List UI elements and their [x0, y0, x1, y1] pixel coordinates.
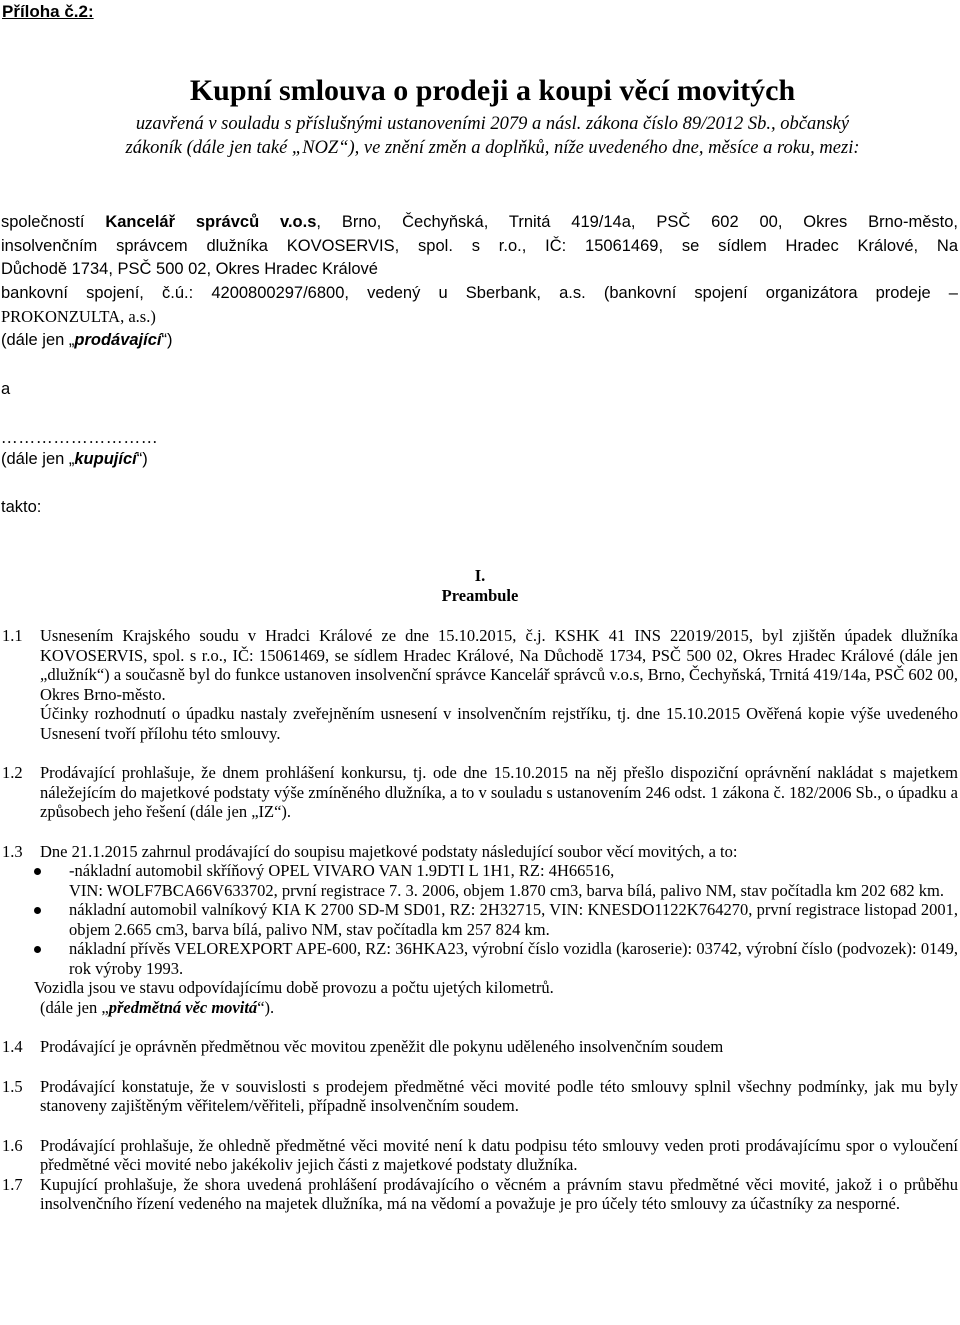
- preamble-body: [0, 626, 960, 1214]
- seller-term-line: [1, 329, 958, 353]
- paragraph-text: Prodávající prohlašuje, že dnem prohlášení konkursu, tj. ode dne 15.10.2015 na něj přešlo dispoziční oprávnění nakládat s majetkem náležejícím do majetkové podstaty výše zmíněného dlužníka, a to v souladu s ustanovením 246 odst. 1 zákona č. 182/2006 Sb., o úpadku a způsobech jeho řešení (dále jen „IZ“).: [40, 763, 958, 821]
- seller-term: prodávající: [74, 330, 162, 349]
- paragraph-number: 1.4: [2, 1037, 23, 1056]
- contract-title: Kupní smlouva o prodeji a koupi věcí movitých: [189, 74, 796, 107]
- list-item-text: nákladní automobil valníkový KIA K 2700 SD-M SD01, RZ: 2H32715, VIN: KNESDO1122K764270, první registrace listopad 2001, objem 2.665 cm3, barva bílá, palivo NM, stav počítadla km 257 824 km.: [69, 900, 958, 939]
- paragraph-1-2: [0, 763, 958, 822]
- seller-address: , Brno, Čechyňská, Trnitá 419/14a, PSČ 602 00, Okres Brno-město,: [316, 213, 958, 231]
- buyer-placeholder: ………………………: [1, 428, 159, 447]
- paragraph-number: 1.1: [2, 626, 23, 645]
- seller-term-prefix: (dále jen „: [1, 330, 75, 349]
- asset-term-prefix: (dále jen „: [40, 997, 109, 1017]
- paragraph-text: Dne 21.1.2015 zahrnul prodávající do soupisu majetkové podstaty následující soubor věcí movitých, a to:: [40, 841, 738, 861]
- seller-line-5: PROKONZULTA, a.s.): [1, 307, 156, 326]
- paragraph-text: Prodávající konstatuje, že v souvislosti s prodejem předmětné věci movité podle této smlouvy splnil všechny podmínky, jak mu byly stanoveny zajištěným věřitelem/věřiteli, případně insolvenčním soudem.: [40, 1076, 958, 1115]
- list-item-text: -nákladní automobil skříňový OPEL VIVARO VAN 1.9DTI L 1H1, RZ: 4H66516,: [69, 861, 615, 880]
- asset-term-line: [40, 998, 958, 1018]
- paragraph-text-2: Účinky rozhodnutí o úpadku nastaly zveřejněním usnesení v insolvenčním rejstříku, tj. dne 15.10.2015 Ověřená kopie výše uvedeného Usnesení tvoří přílohu této smlouvy.: [40, 704, 958, 743]
- buyer-term-suffix: “): [136, 450, 148, 468]
- seller-line-4: bankovní spojení, č.ú.: 4200800297/6800, vedený u Sberbank, a.s. (bankovní spojení organizátora prodeje –: [1, 283, 958, 302]
- list-item: [0, 900, 958, 939]
- paragraph-text: Prodávající je oprávněn předmětnou věc movitou zpeněžit dle pokynu uděleného insolvenčním soudem: [40, 1037, 724, 1056]
- buyer-term: kupující: [74, 450, 137, 468]
- list-item-text-cont: VIN: WOLF7BCA66V633702, první registrace 7. 3. 2006, objem 1.870 cm3, barva bílá, palivo NM, stav počítadla km 202 682 km.: [69, 880, 944, 900]
- seller-block: [1, 211, 958, 352]
- paragraph-number: 1.3: [2, 841, 23, 861]
- seller-line-2: insolvenčním správcem dlužníka KOVOSERVIS, spol. s r.o., IČ: 15061469, se sídlem Hradec Králové, Na: [1, 236, 958, 255]
- paragraph-text: Prodávající prohlašuje, že ohledně předmětné věci movité není k datu podpisu této smlouvy veden proti prodávajícímu spor o vyloučení předmětné věci movité nebo jakékoliv jejich části z majetkové podstaty dlužníka.: [40, 1135, 958, 1174]
- paragraph-number: 1.7: [2, 1174, 23, 1194]
- subtitle-line-1: uzavřená v souladu s příslušnými ustanoveními 2079 a násl. zákona číslo 89/2012 Sb., občanský: [135, 114, 850, 134]
- buyer-term-line: [1, 450, 148, 469]
- seller-term-suffix: “): [161, 330, 173, 349]
- paragraph-number: 1.5: [2, 1076, 23, 1096]
- paragraph-1-7: [0, 1175, 958, 1214]
- paragraph-number: 1.2: [2, 763, 23, 782]
- contract-subtitle: [0, 112, 960, 160]
- bullet-icon: [34, 946, 41, 953]
- asset-list: [40, 861, 958, 978]
- seller-prefix: společností: [1, 213, 106, 231]
- list-item: [0, 861, 958, 900]
- paragraph-text: Kupující prohlašuje, že shora uvedená prohlášení prodávajícího o věcném a právním stavu předmětné věci movité, jakož i o průběhu insolvenčního řízení vedeného na majetek dlužníka, má na vědomí a považuje je pro účely této smlouvy za účastníky za nesporné.: [40, 1174, 958, 1213]
- bullet-icon: [34, 907, 41, 914]
- seller-line-3: Důchodě 1734, PSČ 500 02, Okres Hradec Králové: [1, 260, 378, 278]
- section-title: Preambule: [441, 586, 519, 605]
- vehicles-note: Vozidla jsou ve stavu odpovídajícímu době provozu a počtu ujetých kilometrů.: [34, 978, 554, 997]
- paragraph-1-4: [0, 1037, 958, 1057]
- attachment-label: Příloha č.2:: [2, 2, 94, 21]
- paragraph-text: Usnesením Krajského soudu v Hradci Králové ze dne 15.10.2015, č.j. KSHK 41 INS 22019/2015, byl zjištěn úpadek dlužníka KOVOSERVIS, spol. s r.o., IČ: 15061469, se sídlem Hradec Králové, Na Důchodě 1734, PSČ 500 02, Okres Hradec Králové (dále jen „dlužník“) a současně byl do funkce ustanoven insolvenční správce Kancelář správců v.o.s, Brno, Čechyňská, Trnitá 419/14a, PSČ 602 00, Okres Brno-město.: [40, 626, 958, 704]
- paragraph-1-3: [0, 842, 958, 1018]
- subtitle-line-2: zákoník (dále jen také „NOZ“), ve znění změn a doplňků, níže uvedeného dne, měsíce a roku, mezi:: [125, 138, 860, 158]
- list-item-text: nákladní přívěs VELOREXPORT APE-600, RZ: 36HKA23, výrobní číslo vozidla (karoserie): 03742, výrobní číslo (podvozek): 0149, rok výroby 1993.: [69, 939, 958, 978]
- paragraph-1-5: [0, 1077, 958, 1116]
- paragraph-1-1: [0, 626, 958, 743]
- paragraph-1-6: [0, 1136, 958, 1175]
- paragraph-number: 1.6: [2, 1135, 23, 1155]
- asset-term: předmětná věc movitá: [108, 997, 258, 1017]
- buyer-term-prefix: (dále jen „: [1, 450, 75, 468]
- list-item: [0, 939, 958, 978]
- bullet-icon: [34, 868, 41, 875]
- seller-line-1: [1, 211, 958, 235]
- asset-term-suffix: “).: [257, 997, 275, 1017]
- section-number: I.: [474, 566, 486, 585]
- takto-label: takto:: [1, 498, 42, 516]
- seller-name: Kancelář správců v.o.s: [105, 213, 317, 231]
- and-word: a: [1, 380, 11, 398]
